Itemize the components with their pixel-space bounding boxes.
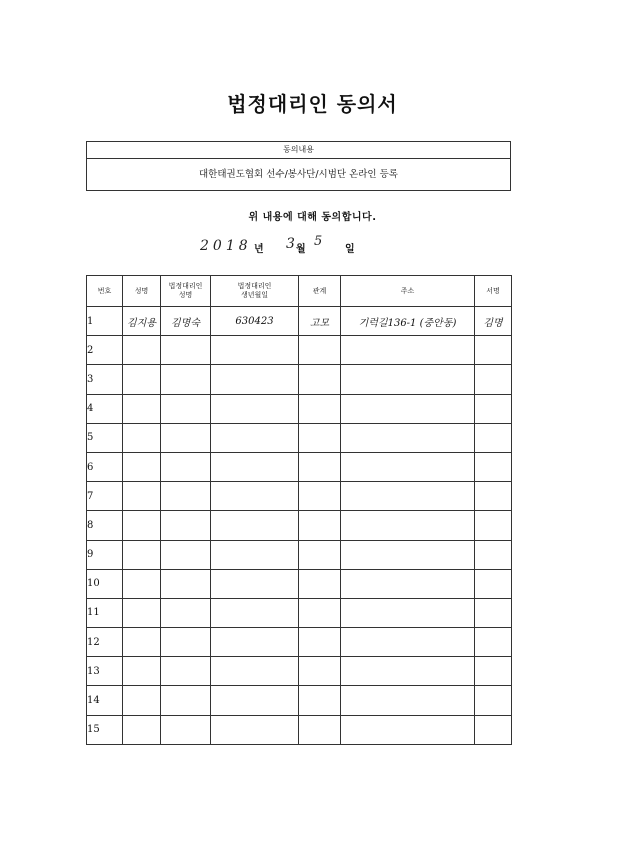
date-month: 3 — [286, 236, 295, 252]
table-row — [87, 598, 512, 627]
cell-signature — [475, 686, 512, 715]
cell-guardian-name — [161, 686, 211, 715]
table-row — [87, 423, 512, 452]
cell-guardian-birth — [211, 657, 299, 686]
cell-guardian-name — [161, 365, 211, 394]
table-row — [87, 657, 512, 686]
row-number: 7 — [87, 482, 123, 511]
table-row — [87, 394, 512, 423]
cell-guardian-name — [161, 657, 211, 686]
consent-box — [86, 141, 511, 191]
cell-name — [123, 452, 161, 481]
cell-address — [341, 628, 475, 657]
cell-signature: 김명 — [475, 307, 512, 336]
cell-address — [341, 423, 475, 452]
cell-address — [341, 540, 475, 569]
consent-header: 동의내용 — [87, 142, 510, 159]
agreement-statement: 위 내용에 대해 동의합니다. — [248, 212, 377, 223]
row-number: 8 — [87, 511, 123, 540]
table-row — [87, 307, 512, 336]
cell-relation — [299, 686, 341, 715]
cell-signature — [475, 423, 512, 452]
table-row — [87, 452, 512, 481]
cell-name — [123, 628, 161, 657]
date-year-unit: 년 — [254, 244, 264, 255]
table-row — [87, 482, 512, 511]
row-number: 2 — [87, 336, 123, 365]
row-number: 12 — [87, 628, 123, 657]
cell-name — [123, 423, 161, 452]
cell-name — [123, 715, 161, 744]
cell-signature — [475, 452, 512, 481]
cell-relation — [299, 336, 341, 365]
cell-relation: 고모 — [299, 307, 341, 336]
cell-name — [123, 365, 161, 394]
cell-guardian-birth — [211, 365, 299, 394]
cell-guardian-name — [161, 569, 211, 598]
cell-address — [341, 598, 475, 627]
cell-name: 김지용 — [123, 307, 161, 336]
row-number: 15 — [87, 715, 123, 744]
date-year: 2018 — [200, 238, 252, 254]
cell-guardian-name: 김명숙 — [161, 307, 211, 336]
header-signature: 서명 — [475, 276, 512, 307]
cell-relation — [299, 482, 341, 511]
cell-name — [123, 686, 161, 715]
cell-name — [123, 598, 161, 627]
row-number: 13 — [87, 657, 123, 686]
cell-address — [341, 511, 475, 540]
row-number: 10 — [87, 569, 123, 598]
header-number: 번호 — [87, 276, 123, 307]
cell-guardian-name — [161, 482, 211, 511]
date-day: 5 — [314, 234, 323, 249]
header-relation: 관계 — [299, 276, 341, 307]
cell-guardian-birth — [211, 569, 299, 598]
cell-relation — [299, 394, 341, 423]
cell-address — [341, 569, 475, 598]
header-guardian-birth-line1: 법정대리인 — [237, 282, 272, 290]
cell-guardian-name — [161, 452, 211, 481]
cell-address — [341, 336, 475, 365]
cell-name — [123, 336, 161, 365]
header-guardian-name-line1: 법정대리인 — [168, 282, 203, 290]
cell-guardian-name — [161, 423, 211, 452]
cell-guardian-birth — [211, 598, 299, 627]
cell-guardian-birth — [211, 336, 299, 365]
cell-name — [123, 394, 161, 423]
header-guardian-birth-line2: 생년월일 — [240, 291, 269, 299]
cell-guardian-birth — [211, 540, 299, 569]
header-guardian-birth — [211, 276, 299, 307]
row-number: 1 — [87, 307, 123, 336]
row-number: 9 — [87, 540, 123, 569]
cell-signature — [475, 511, 512, 540]
cell-signature — [475, 540, 512, 569]
cell-address — [341, 686, 475, 715]
cell-guardian-name — [161, 540, 211, 569]
table-row — [87, 686, 512, 715]
cell-address: 기럭길136-1 (중안동) — [341, 307, 475, 336]
date-month-unit: 월 — [296, 244, 306, 255]
cell-signature — [475, 628, 512, 657]
row-number: 14 — [87, 686, 123, 715]
cell-guardian-birth — [211, 482, 299, 511]
row-number: 4 — [87, 394, 123, 423]
cell-relation — [299, 423, 341, 452]
cell-guardian-birth — [211, 394, 299, 423]
cell-signature — [475, 336, 512, 365]
cell-name — [123, 511, 161, 540]
cell-relation — [299, 511, 341, 540]
table-header-row — [87, 276, 512, 307]
cell-name — [123, 540, 161, 569]
cell-guardian-birth — [211, 628, 299, 657]
cell-address — [341, 452, 475, 481]
table-row — [87, 540, 512, 569]
cell-guardian-name — [161, 628, 211, 657]
cell-address — [341, 394, 475, 423]
cell-guardian-name — [161, 394, 211, 423]
cell-signature — [475, 365, 512, 394]
cell-guardian-birth — [211, 715, 299, 744]
cell-signature — [475, 394, 512, 423]
cell-name — [123, 657, 161, 686]
cell-address — [341, 657, 475, 686]
header-name: 성명 — [123, 276, 161, 307]
cell-guardian-birth — [211, 452, 299, 481]
cell-signature — [475, 657, 512, 686]
cell-address — [341, 715, 475, 744]
header-guardian-name-line2: 성명 — [178, 291, 193, 299]
header-address: 주소 — [341, 276, 475, 307]
cell-guardian-birth: 630423 — [211, 307, 299, 336]
cell-signature — [475, 569, 512, 598]
row-number: 11 — [87, 598, 123, 627]
cell-address — [341, 482, 475, 511]
cell-relation — [299, 715, 341, 744]
cell-guardian-name — [161, 598, 211, 627]
row-number: 3 — [87, 365, 123, 394]
cell-relation — [299, 569, 341, 598]
document-title: 법정대리인 동의서 — [227, 92, 398, 116]
cell-guardian-name — [161, 715, 211, 744]
date-line — [0, 232, 625, 256]
consent-text: 대한태권도협회 선수/봉사단/시범단 온라인 등록 — [198, 169, 398, 180]
table-row — [87, 511, 512, 540]
table-row — [87, 628, 512, 657]
cell-guardian-name — [161, 336, 211, 365]
row-number: 5 — [87, 423, 123, 452]
cell-guardian-birth — [211, 423, 299, 452]
cell-signature — [475, 715, 512, 744]
cell-relation — [299, 452, 341, 481]
guardian-consent-table — [86, 275, 512, 745]
cell-signature — [475, 482, 512, 511]
cell-signature — [475, 598, 512, 627]
cell-relation — [299, 628, 341, 657]
table-row — [87, 569, 512, 598]
cell-relation — [299, 540, 341, 569]
table-row — [87, 715, 512, 744]
header-guardian-name — [161, 276, 211, 307]
cell-name — [123, 569, 161, 598]
cell-guardian-name — [161, 511, 211, 540]
row-number: 6 — [87, 452, 123, 481]
cell-relation — [299, 657, 341, 686]
table-row — [87, 365, 512, 394]
table-row — [87, 336, 512, 365]
cell-relation — [299, 365, 341, 394]
cell-address — [341, 365, 475, 394]
cell-name — [123, 482, 161, 511]
cell-relation — [299, 598, 341, 627]
date-day-unit: 일 — [345, 244, 355, 255]
cell-guardian-birth — [211, 686, 299, 715]
table-body — [87, 307, 512, 745]
cell-guardian-birth — [211, 511, 299, 540]
